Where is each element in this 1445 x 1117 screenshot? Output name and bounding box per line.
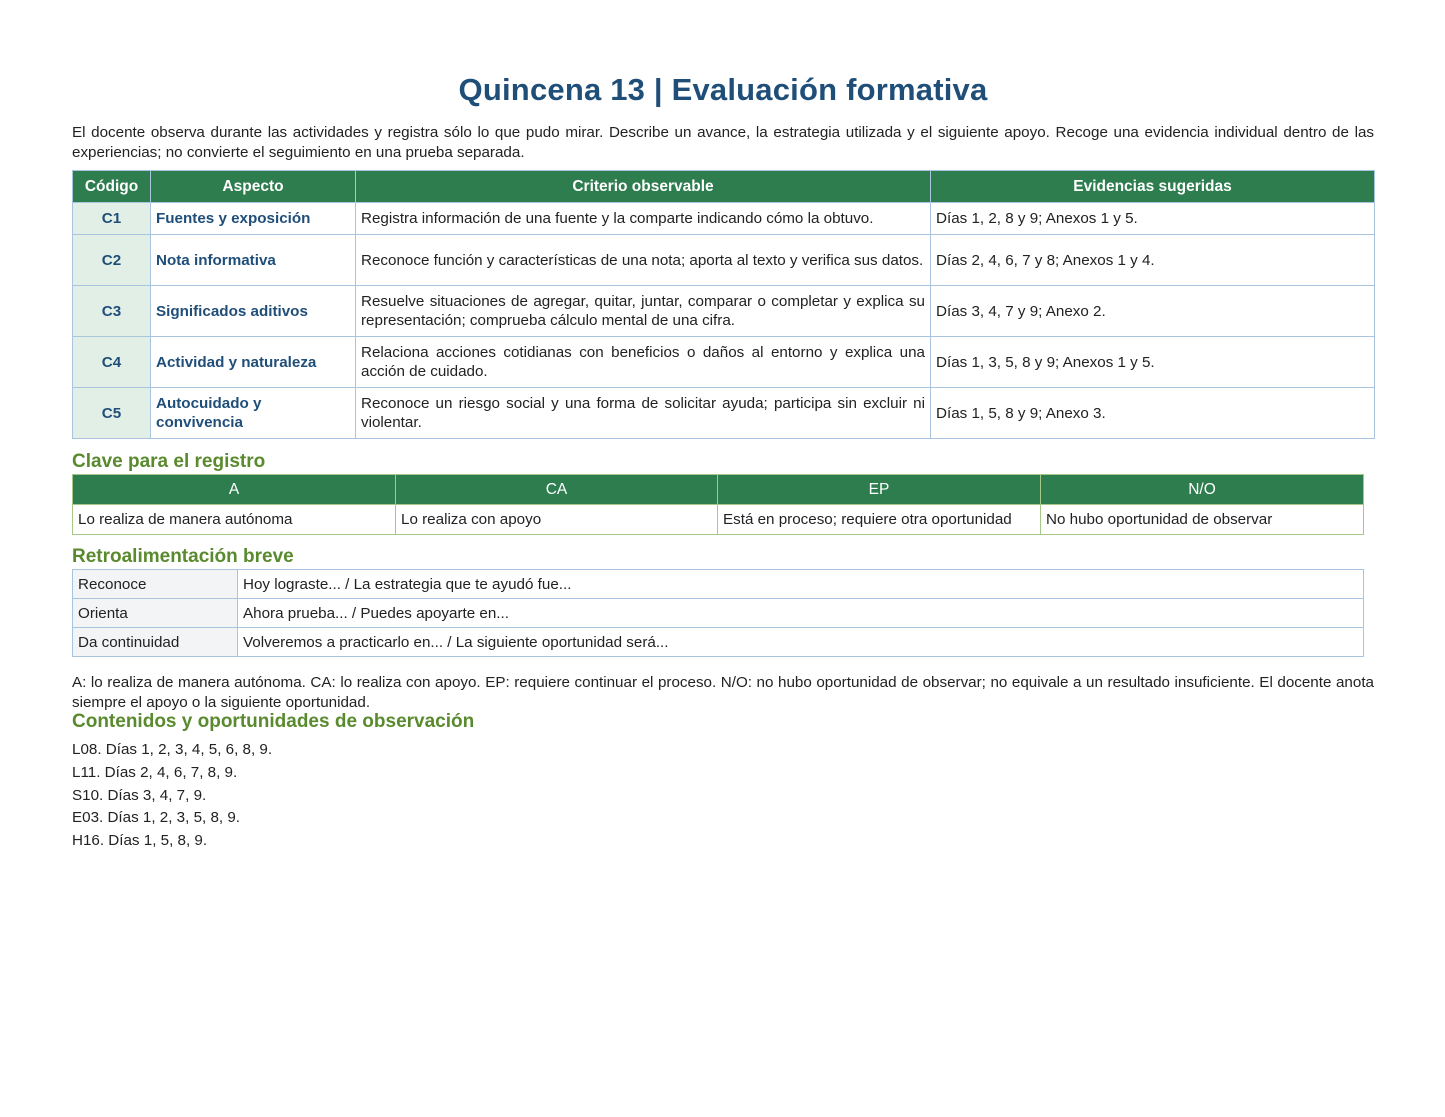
feedback-row [73,628,1364,657]
feedback-label: Da continuidad [73,628,238,657]
feedback-text: Ahora prueba... / Puedes apoyarte en... [238,599,1364,628]
contents-list [72,739,272,853]
row-criterion: Registra información de una fuente y la comparte indicando cómo la obtuvo. [356,203,931,235]
key-header-a: A [73,475,396,505]
key-value-a: Lo realiza de manera autónoma [73,505,396,535]
list-item: H16. Días 1, 5, 8, 9. [72,832,208,850]
table-row [73,235,1375,286]
table-row [73,203,1375,235]
row-code: C5 [73,388,151,439]
list-item: L08. Días 1, 2, 3, 4, 5, 6, 8, 9. [72,741,273,758]
row-criterion: Relaciona acciones cotidianas con beneficios o daños al entorno y explica una acción de cuidado. [356,337,931,388]
key-heading: Clave para el registro [72,451,266,472]
header-evidence: Evidencias sugeridas [931,171,1375,203]
header-criterion: Criterio observable [356,171,931,203]
row-aspect: Nota informativa [151,235,356,286]
row-code: C1 [73,203,151,235]
feedback-text: Volveremos a practicarlo en... / La siguiente oportunidad será... [238,628,1364,657]
table-row [73,337,1375,388]
row-criterion: Reconoce un riesgo social y una forma de solicitar ayuda; participa sin excluir ni violentar. [356,388,931,439]
key-header-ep: EP [718,475,1041,505]
row-evidence: Días 3, 4, 7 y 9; Anexo 2. [931,286,1375,337]
row-aspect: Actividad y naturaleza [151,337,356,388]
list-item: E03. Días 1, 2, 3, 5, 8, 9. [72,809,241,827]
page-title: Quincena 13 | Evaluación formativa [458,72,988,107]
row-aspect: Significados aditivos [151,286,356,337]
key-note: A: lo realiza de manera autónoma. CA: lo realiza con apoyo. EP: requiere continuar el proceso. N/O: no hubo oportunidad de observar; no equivale a un resultado insuficiente. El docente anota siempre el apoyo o la siguiente oportunidad. [72,674,1374,711]
key-value-row [73,505,1364,535]
row-aspect: Fuentes y exposición [151,203,356,235]
row-criterion: Resuelve situaciones de agregar, quitar, juntar, comparar o completar y explica su representación; comprueba cálculo mental de una cifra. [356,286,931,337]
key-value-ca: Lo realiza con apoyo [396,505,718,535]
table-row [73,286,1375,337]
header-aspect: Aspecto [151,171,356,203]
criteria-header-row [73,171,1375,203]
list-item: L11. Días 2, 4, 6, 7, 8, 9. [72,763,238,781]
list-item: S10. Días 3, 4, 7, 9. [72,786,207,804]
feedback-label: Orienta [73,599,238,628]
contents-heading: Contenidos y oportunidades de observación [72,711,475,732]
feedback-table [72,569,1364,657]
feedback-heading: Retroalimentación breve [72,546,294,567]
header-code: Código [73,171,151,203]
row-code: C4 [73,337,151,388]
key-header-row [73,475,1364,505]
feedback-row [73,570,1364,599]
row-evidence: Días 1, 2, 8 y 9; Anexos 1 y 5. [931,203,1375,235]
key-table [72,474,1364,535]
feedback-row [73,599,1364,628]
row-aspect: Autocuidado y convivencia [151,388,356,439]
row-code: C3 [73,286,151,337]
feedback-label: Reconoce [73,570,238,599]
row-evidence: Días 1, 5, 8 y 9; Anexo 3. [931,388,1375,439]
row-evidence: Días 2, 4, 6, 7 y 8; Anexos 1 y 4. [931,235,1375,286]
row-evidence: Días 1, 3, 5, 8 y 9; Anexos 1 y 5. [931,337,1375,388]
intro-paragraph: El docente observa durante las actividades y registra sólo lo que pudo mirar. Describe un avance, la estrategia utilizada y el siguiente apoyo. Recoge una evidencia individual dentro de las experiencias; no convierte el seguimiento en una prueba separada. [72,124,1374,161]
row-criterion: Reconoce función y características de una nota; aporta al texto y verifica sus datos. [356,235,931,286]
feedback-text: Hoy lograste... / La estrategia que te ayudó fue... [238,570,1364,599]
key-header-no: N/O [1041,475,1364,505]
key-value-no: No hubo oportunidad de observar [1041,505,1364,535]
table-row [73,388,1375,439]
criteria-table [72,170,1375,439]
row-code: C2 [73,235,151,286]
key-value-ep: Está en proceso; requiere otra oportunidad [718,505,1041,535]
key-header-ca: CA [396,475,718,505]
